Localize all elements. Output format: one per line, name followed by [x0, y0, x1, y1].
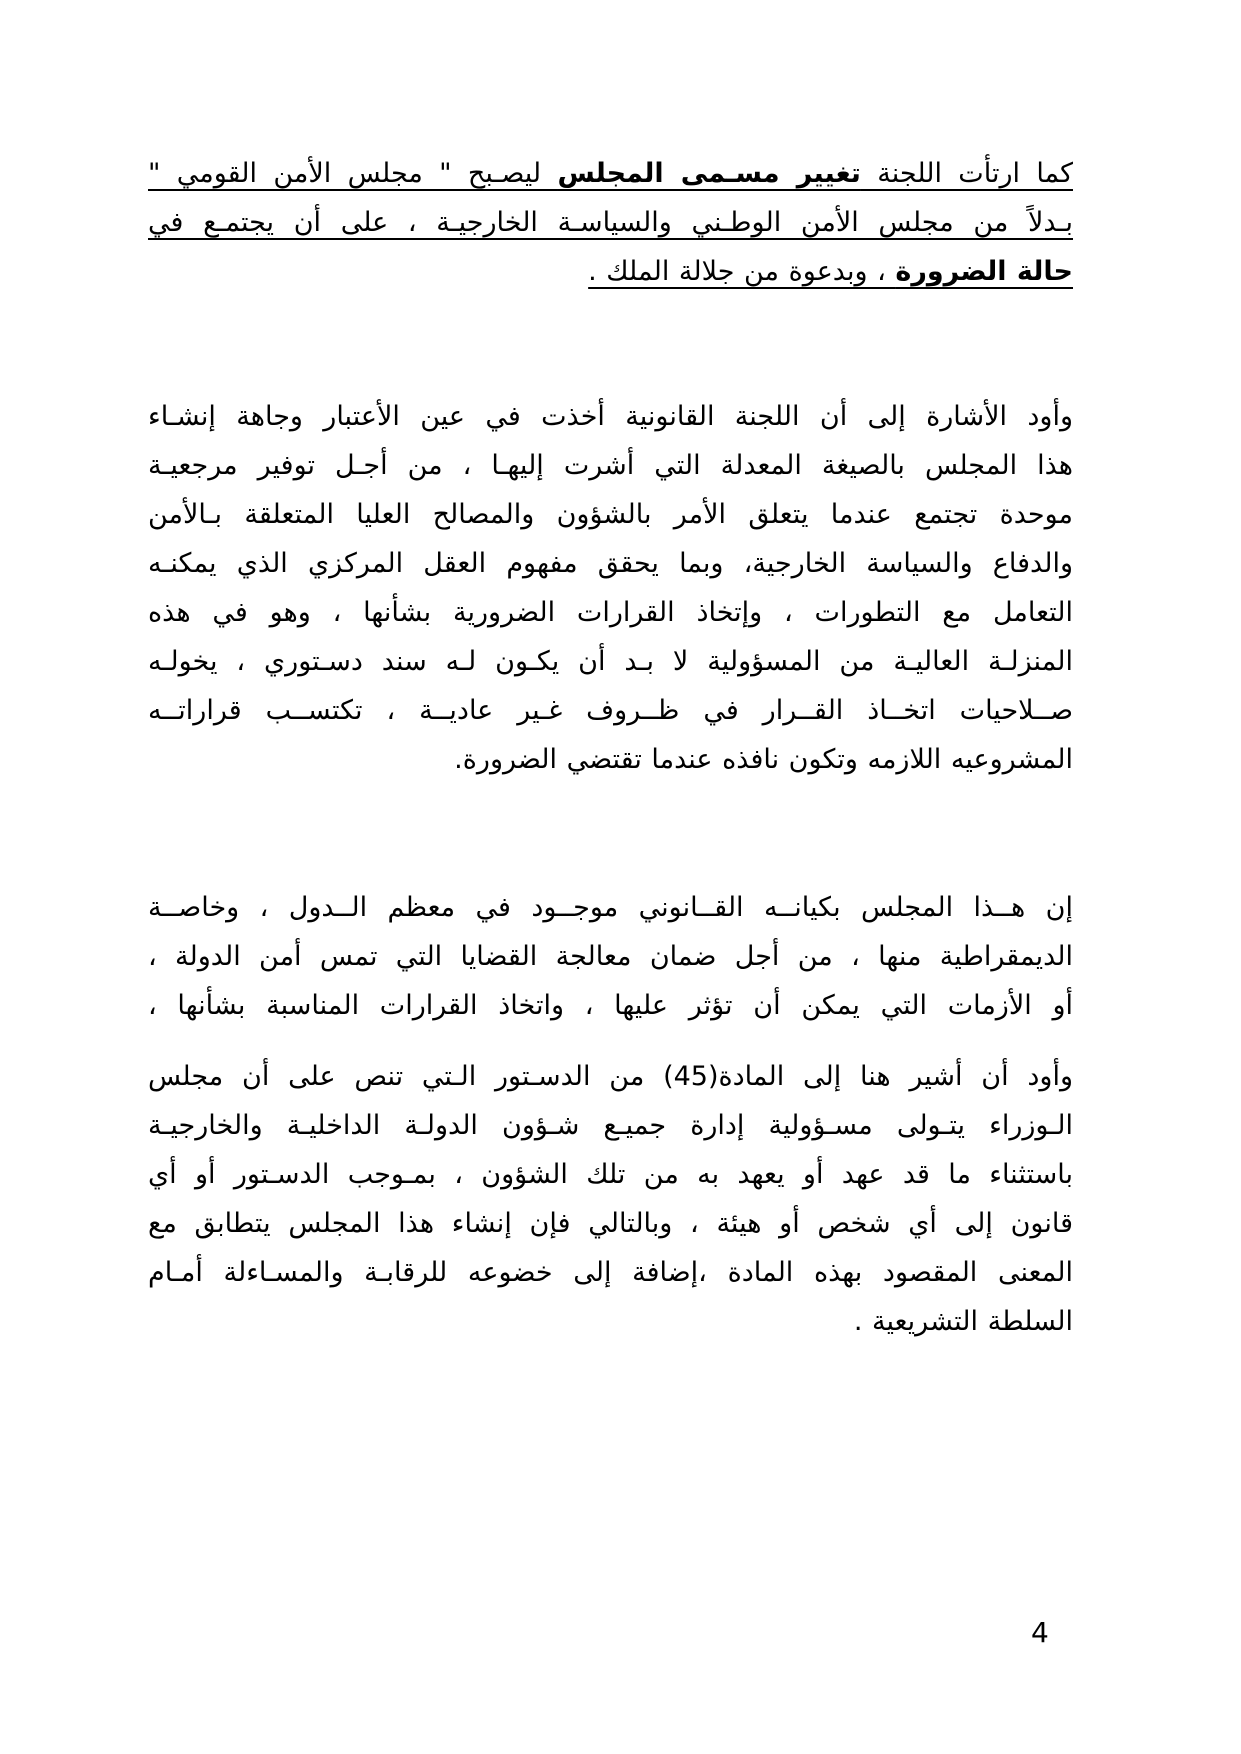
- paragraph-legal-committee: [148, 392, 1073, 784]
- text-line: [148, 1199, 1073, 1248]
- text-line: [148, 883, 1073, 932]
- text-line: [148, 1150, 1073, 1199]
- text-segment: المشروعيه اللازمه وتكون نافذه عندما تقتضي الضرورة.: [454, 744, 1073, 775]
- text-segment: إن هــذا المجلس بكيانــه القــانوني موجــود في معظم الــدول ، وخاصــة: [148, 892, 1073, 923]
- text-segment: المعنى المقصود بهذه المادة ،إضافة إلى خضوعه للرقابـة والمسـاءلة أمـام: [148, 1257, 1073, 1288]
- text-segment: قانون إلى أي شخص أو هيئة ، وبالتالي فإن إنشاء هذا المجلس يتطابق مع: [148, 1208, 1073, 1239]
- text-line: [148, 1248, 1073, 1297]
- text-segment: والدفاع والسياسة الخارجية، وبما يحقق مفهوم العقل المركزي الذي يمكنـه: [148, 548, 1073, 579]
- page-number: 4: [1031, 1616, 1049, 1649]
- text-segment: التعامل مع التطورات ، وإتخاذ القرارات الضرورية بشأنها ، وهو في هذه: [148, 597, 1073, 628]
- text-segment: بـدلاً من مجلس الأمن الوطـني والسياسـة الخارجيـة ، على أن يجتمـع في: [148, 207, 1073, 238]
- text-line: [148, 1297, 1073, 1346]
- text-line: [148, 588, 1073, 637]
- text-line: [148, 1101, 1073, 1150]
- bold-text-segment: حالة الضرورة: [895, 256, 1073, 287]
- text-segment: وأود الأشارة إلى أن اللجنة القانونية أخذت في عين الأعتبار وجاهة إنشـاء: [148, 401, 1073, 432]
- text-segment: هذا المجلس بالصيغة المعدلة التي أشرت إليهـا ، من أجـل توفير مرجعيـة: [148, 450, 1073, 481]
- text-line: [148, 1052, 1073, 1101]
- text-line: [148, 441, 1073, 490]
- text-line: [148, 735, 1073, 784]
- text-line: [148, 637, 1073, 686]
- text-line: [148, 247, 1073, 296]
- text-line: [148, 198, 1073, 247]
- text-segment: السلطة التشريعية .: [853, 1306, 1073, 1337]
- text-segment: ليصـبح " مجلس الأمن القومي ": [148, 158, 558, 189]
- text-segment: الديمقراطية منها ، من أجل ضمان معالجة القضايا التي تمس أمن الدولة ،: [148, 941, 1073, 972]
- text-line: [148, 539, 1073, 588]
- text-segment: الـوزراء يتـولى مسـؤولية إدارة جميـع شـؤون الدولـة الداخليـة والخارجيـة: [148, 1110, 1073, 1141]
- text-line: [148, 981, 1073, 1030]
- text-line: [148, 490, 1073, 539]
- text-line: [148, 392, 1073, 441]
- text-line: [148, 149, 1073, 198]
- paragraph-council-rename: [148, 149, 1073, 296]
- text-segment: باستثناء ما قد عهد أو يعهد به من تلك الشؤون ، بمـوجب الدسـتور أو أي: [148, 1159, 1073, 1190]
- paragraph-council-existence: [148, 883, 1073, 1030]
- text-line: [148, 686, 1073, 735]
- paragraph-article-45: [148, 1052, 1073, 1346]
- text-segment: كما ارتأت اللجنة: [860, 158, 1073, 189]
- text-segment: ، وبدعوة من جلالة الملك .: [588, 256, 896, 287]
- text-segment: موحدة تجتمع عندما يتعلق الأمر بالشؤون والمصالح العليا المتعلقة بـالأمن: [148, 499, 1073, 530]
- bold-text-segment: تغيير مسـمى المجلس: [557, 158, 861, 189]
- text-segment: صــلاحيات اتخــاذ القــرار في ظــروف غـير عاديــة ، تكتســب قراراتــه: [148, 695, 1073, 726]
- text-segment: وأود أن أشير هنا إلى المادة(45) من الدسـتور الـتي تنص على أن مجلس: [148, 1061, 1073, 1092]
- text-segment: أو الأزمات التي يمكن أن تؤثر عليها ، واتخاذ القرارات المناسبة بشأنها ،: [148, 990, 1073, 1021]
- text-line: [148, 932, 1073, 981]
- text-segment: المنزلـة العاليـة من المسؤولية لا بـد أن يكـون لـه سند دسـتوري ، يخولـه: [148, 646, 1073, 677]
